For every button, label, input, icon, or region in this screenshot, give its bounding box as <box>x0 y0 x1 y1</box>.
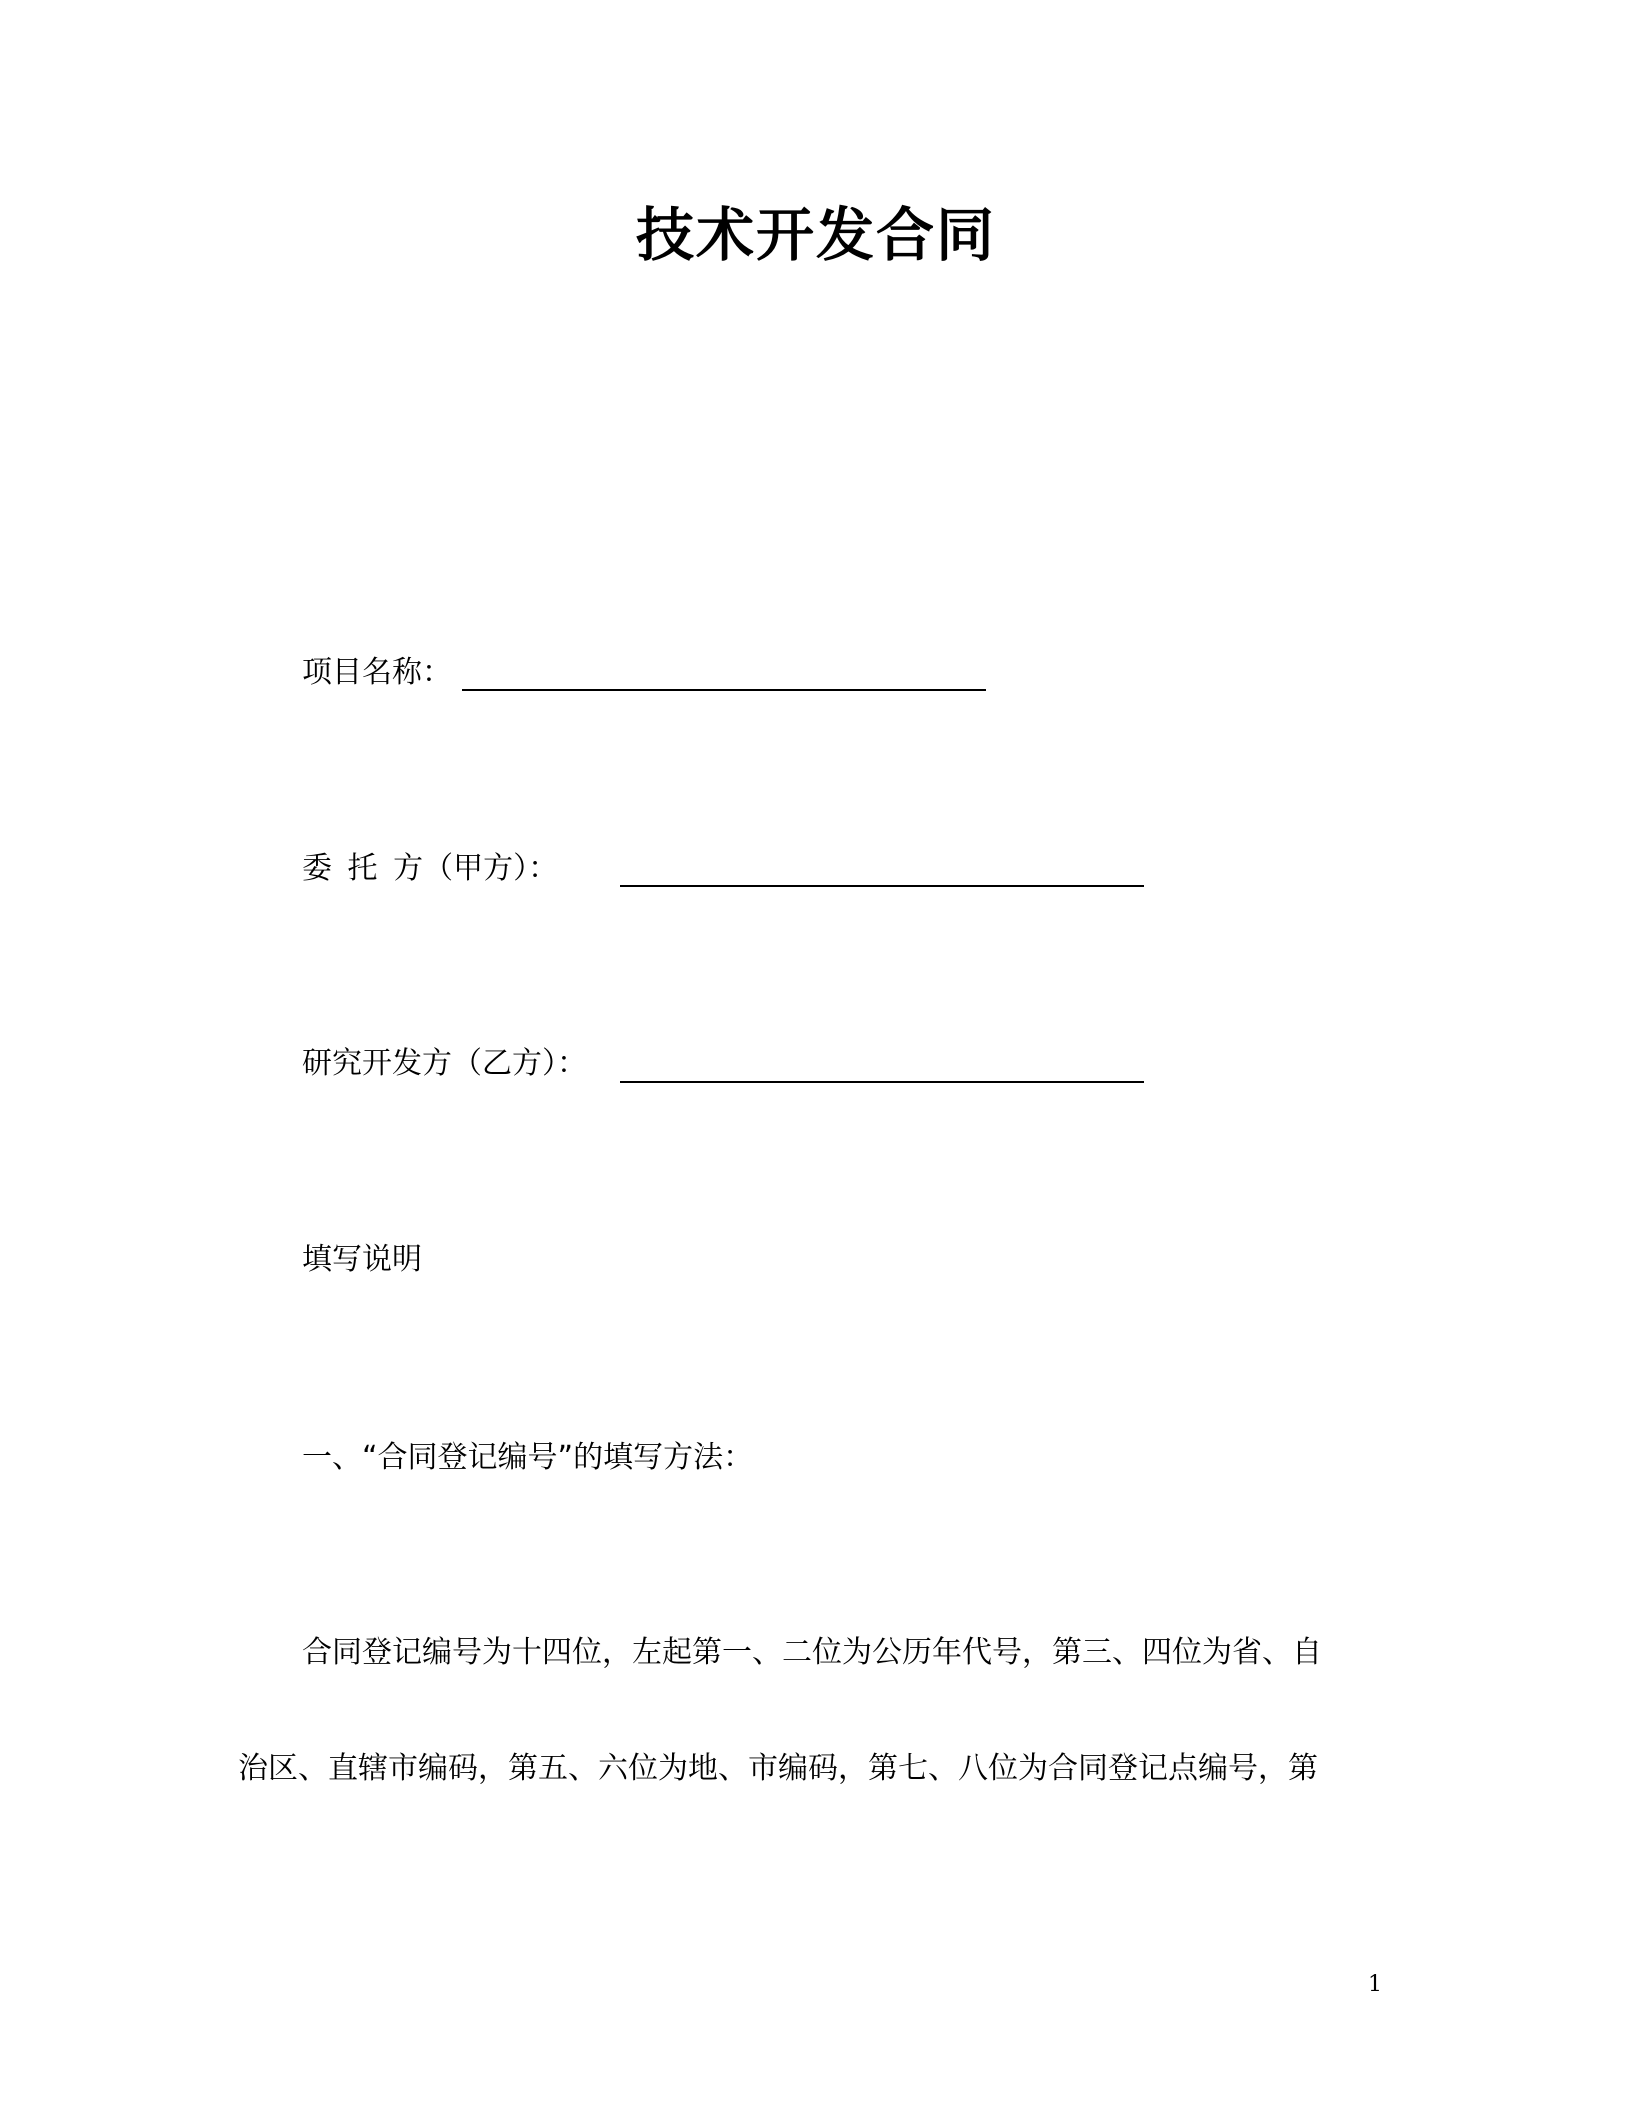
project-name-label: 项目名称： <box>302 655 452 690</box>
developer-label: 研究开发方（乙方）： <box>302 1046 587 1081</box>
instructions-heading: 填写说明 <box>302 1242 422 1277</box>
project-name-blank-line <box>462 689 986 691</box>
page-number: 1 <box>1368 1972 1382 1997</box>
client-blank-line <box>620 885 1144 887</box>
developer-blank-line <box>620 1081 1144 1083</box>
client-label: 委 托 方（甲方）： <box>302 851 559 886</box>
section-one-heading: 一、“合同登记编号”的填写方法： <box>302 1440 754 1475</box>
document-title: 技术开发合同 <box>635 201 996 269</box>
paragraph-line-1: 合同登记编号为十四位，左起第一、二位为公历年代号，第三、四位为省、自 <box>302 1635 1322 1670</box>
paragraph-line-2: 治区、直辖市编码，第五、六位为地、市编码，第七、八位为合同登记点编号，第 <box>238 1751 1318 1786</box>
